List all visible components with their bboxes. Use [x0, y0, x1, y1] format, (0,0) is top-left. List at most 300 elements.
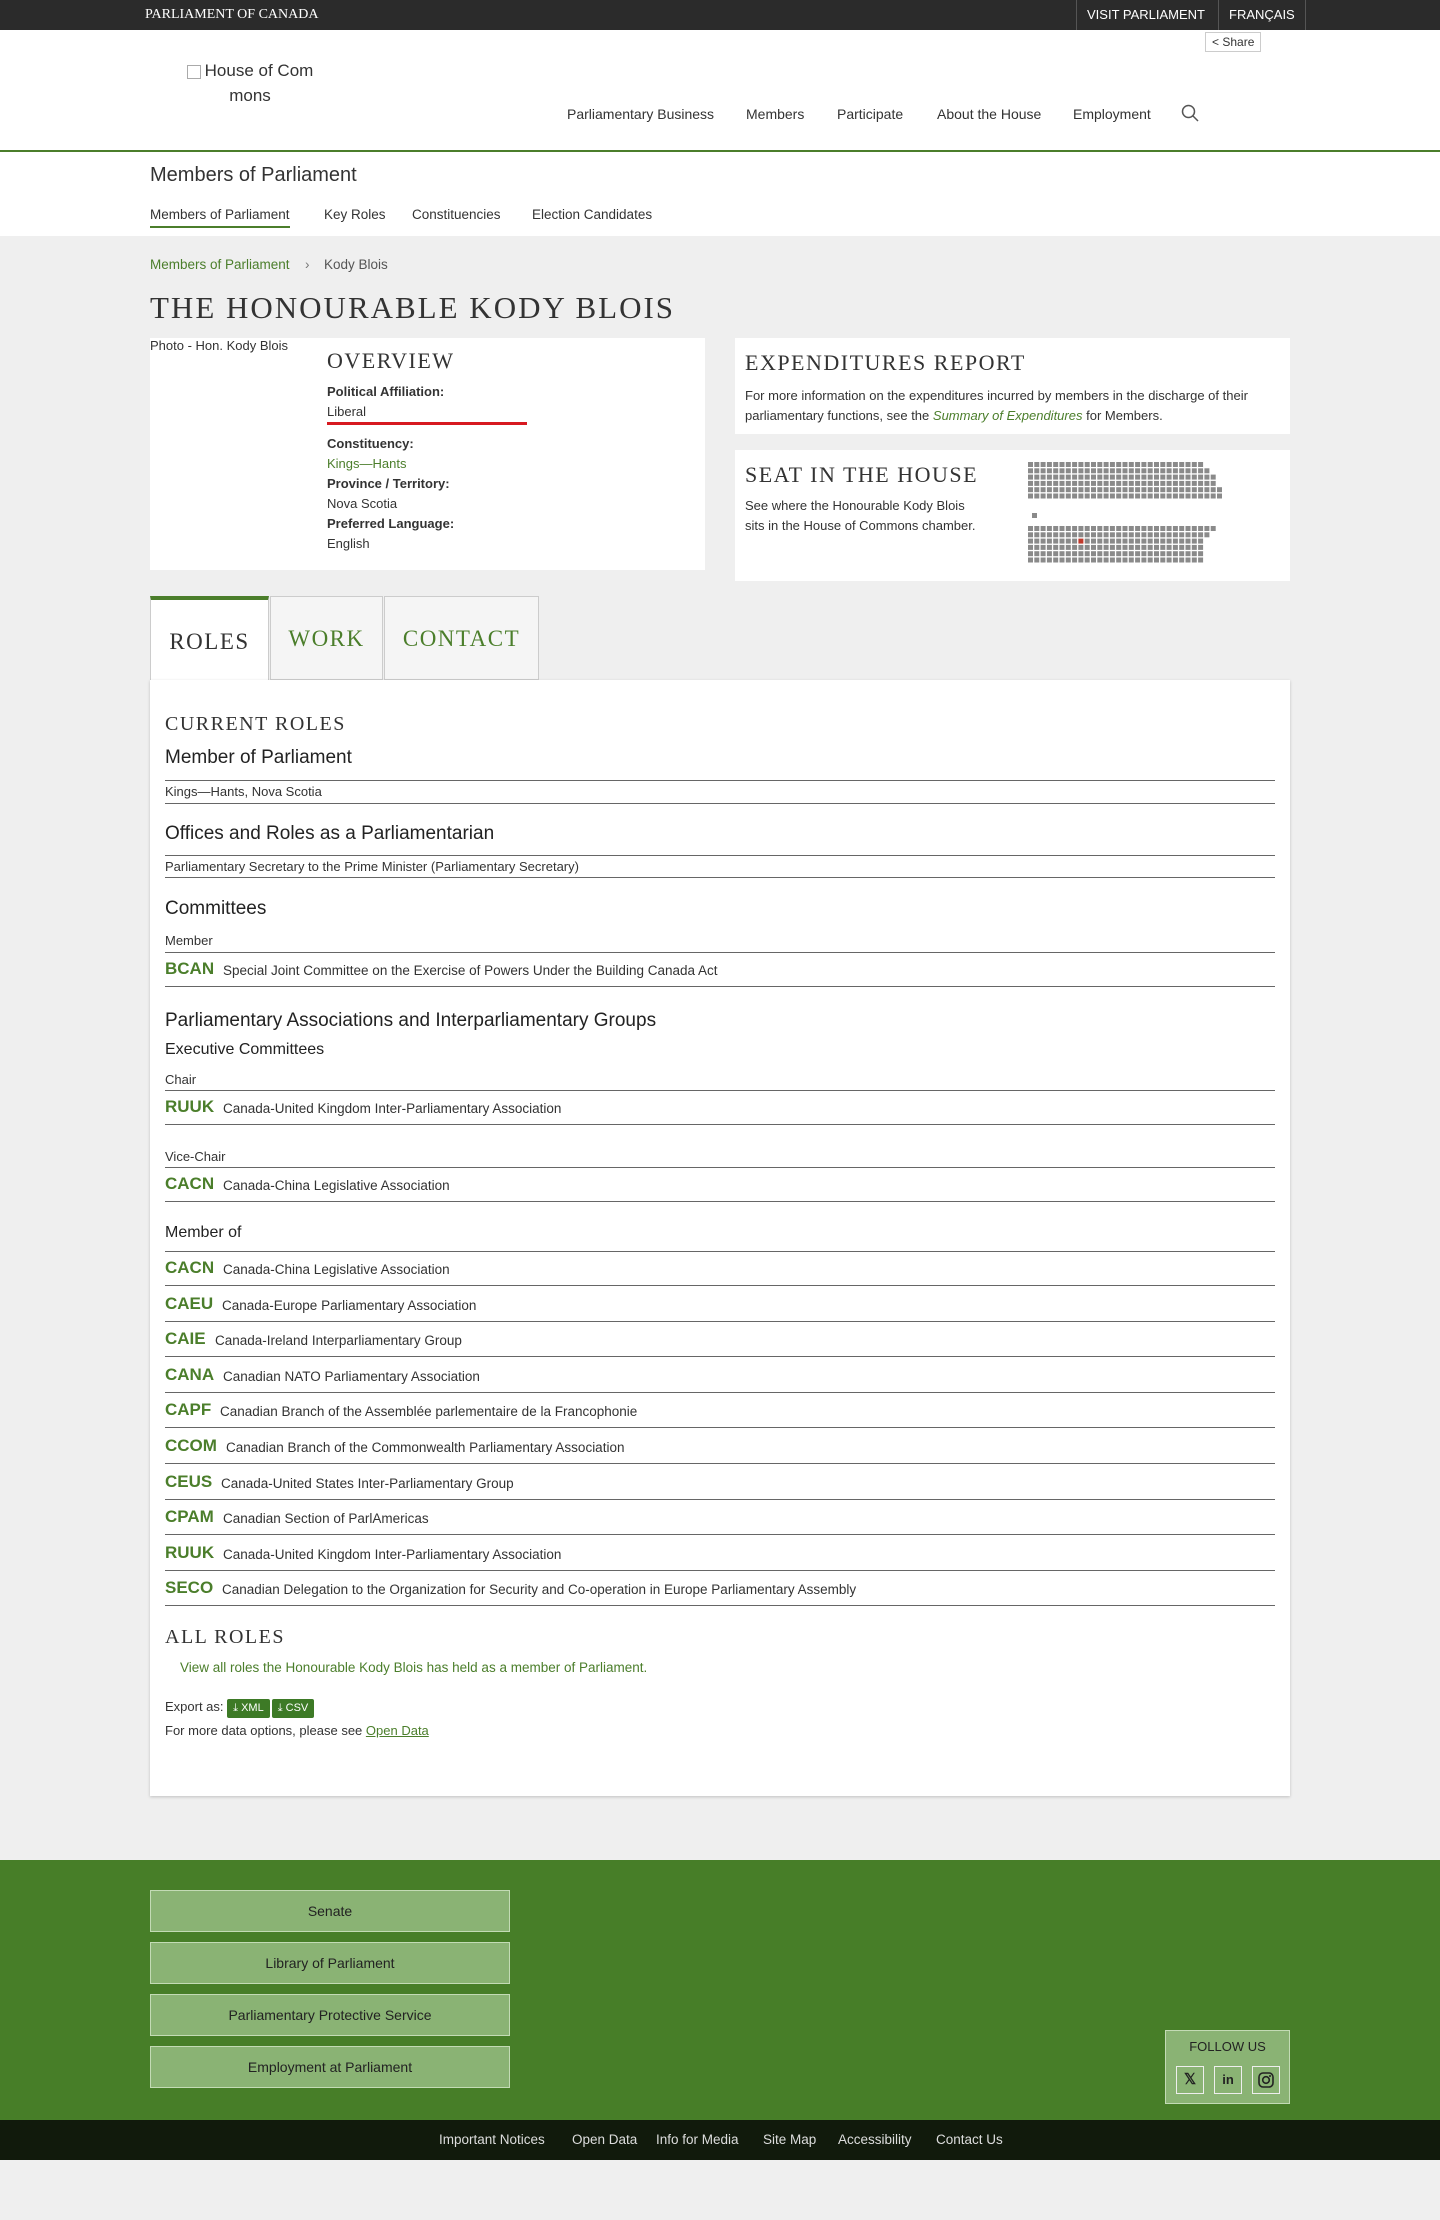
- seat: [1028, 532, 1033, 537]
- seat: [1198, 487, 1203, 492]
- seat: [1072, 545, 1077, 550]
- seat: [1192, 462, 1197, 467]
- seat: [1123, 494, 1128, 499]
- nav-about-the-house[interactable]: About the House: [937, 106, 1042, 122]
- download-icon: ⤓: [233, 1702, 239, 1714]
- seat: [1135, 551, 1140, 556]
- section-header: [0, 152, 1440, 236]
- seat: [1091, 462, 1096, 467]
- member-of-parliament-heading: Member of Parliament: [165, 747, 352, 768]
- seat: [1104, 558, 1109, 563]
- seat: [1192, 487, 1197, 492]
- seat: [1141, 558, 1146, 563]
- more-data-text: [165, 1723, 429, 1738]
- footer-employment-button[interactable]: Employment at Parliament: [150, 2046, 510, 2088]
- seat: [1072, 487, 1077, 492]
- site-map-link[interactable]: Site Map: [763, 2132, 817, 2147]
- member-of-heading: Member of: [165, 1224, 242, 1241]
- seat: [1179, 481, 1184, 486]
- seat: [1104, 545, 1109, 550]
- seat: [1211, 487, 1216, 492]
- language-value: English: [327, 536, 370, 551]
- seat-text: [745, 496, 976, 536]
- association-row[interactable]: [165, 1429, 1275, 1464]
- seat: [1135, 494, 1140, 499]
- seat: [1123, 551, 1128, 556]
- member-seat: [1078, 539, 1083, 544]
- info-for-media-link[interactable]: Info for Media: [656, 2132, 739, 2147]
- share-button[interactable]: [1205, 32, 1261, 52]
- seat: [1047, 526, 1052, 531]
- association-row[interactable]: [165, 1465, 1275, 1500]
- association-row[interactable]: [165, 1536, 1275, 1571]
- seat: [1116, 526, 1121, 531]
- expenditures-text: [745, 386, 1285, 426]
- seat: [1129, 526, 1134, 531]
- export-csv-button[interactable]: [272, 1699, 315, 1718]
- association-abbr[interactable]: CANA: [165, 1364, 215, 1384]
- breadcrumb-current: Kody Blois: [324, 257, 388, 272]
- party-color-bar: [327, 422, 527, 425]
- seat: [1186, 532, 1191, 537]
- associations-heading: Parliamentary Associations and Interparliamentary Groups: [165, 1010, 657, 1031]
- seat: [1123, 481, 1128, 486]
- mp-riding: Kings—Hants, Nova Scotia: [165, 784, 322, 799]
- seat: [1053, 494, 1058, 499]
- view-all-roles-link[interactable]: View all roles the Honourable Kody Blois has held as a member of Parliament.: [180, 1660, 648, 1675]
- seat: [1123, 526, 1128, 531]
- accessibility-link[interactable]: Accessibility: [838, 2132, 912, 2147]
- divider: [165, 780, 1275, 781]
- seat: [1129, 532, 1134, 537]
- seat: [1116, 468, 1121, 473]
- seat: [1173, 526, 1178, 531]
- seat: [1066, 487, 1071, 492]
- seat: [1204, 481, 1209, 486]
- seat: [1091, 539, 1096, 544]
- seat: [1173, 468, 1178, 473]
- seat: [1072, 475, 1077, 480]
- seat: [1179, 494, 1184, 499]
- footer-library-button[interactable]: Library of Parliament: [150, 1942, 510, 1984]
- seat: [1053, 545, 1058, 550]
- seat: [1217, 494, 1222, 499]
- seat: [1173, 558, 1178, 563]
- seat: [1167, 487, 1172, 492]
- seat: [1123, 539, 1128, 544]
- association-row[interactable]: [165, 1322, 1275, 1357]
- seat: [1072, 494, 1077, 499]
- seat: [1186, 494, 1191, 499]
- breadcrumb-members[interactable]: Members of Parliament: [150, 257, 290, 272]
- seat: [1179, 487, 1184, 492]
- seat: [1160, 526, 1165, 531]
- subnav-election-candidates[interactable]: Election Candidates: [532, 207, 653, 222]
- committee-abbr[interactable]: BCAN: [165, 959, 215, 978]
- seat: [1066, 526, 1071, 531]
- seat: [1091, 487, 1096, 492]
- seat: [1097, 481, 1102, 486]
- seat: [1072, 526, 1077, 531]
- seat: [1091, 558, 1096, 563]
- association-name: Canadian Section of ParlAmericas: [223, 1511, 429, 1527]
- association-abbr[interactable]: RUUK: [165, 1542, 215, 1562]
- seat: [1097, 487, 1102, 492]
- association-name: Canadian Delegation to the Organization for Security and Co-operation in Europe Parliamentary Assembly: [222, 1582, 857, 1598]
- divider: [165, 855, 1275, 856]
- constituency-link[interactable]: Kings—Hants: [327, 456, 407, 471]
- seat: [1154, 551, 1159, 556]
- seat: [1129, 462, 1134, 467]
- seat: [1072, 532, 1077, 537]
- seat: [1179, 539, 1184, 544]
- seat: [1091, 545, 1096, 550]
- seat: [1066, 545, 1071, 550]
- language-toggle-link[interactable]: FRANÇAIS: [1218, 0, 1306, 30]
- seat: [1085, 558, 1090, 563]
- seat: [1141, 551, 1146, 556]
- expenditures-text-c: for Members.: [1086, 408, 1163, 423]
- follow-us-box: [1165, 2030, 1290, 2104]
- seat: [1028, 487, 1033, 492]
- linkedin-icon[interactable]: in: [1214, 2066, 1242, 2094]
- seat: [1078, 558, 1083, 563]
- association-abbr[interactable]: CEUS: [165, 1471, 213, 1491]
- tab-contact[interactable]: CONTACT: [384, 596, 539, 680]
- seat: [1198, 481, 1203, 486]
- seat: [1047, 558, 1052, 563]
- association-name: Canada-United States Inter-Parliamentary Group: [221, 1475, 514, 1491]
- seat: [1085, 539, 1090, 544]
- seat: [1097, 551, 1102, 556]
- seat: [1047, 532, 1052, 537]
- association-row[interactable]: [165, 1393, 1275, 1428]
- association-row[interactable]: [165, 1251, 1275, 1286]
- association-row[interactable]: [165, 1167, 1275, 1202]
- search-icon[interactable]: [1181, 104, 1199, 122]
- parliament-brand[interactable]: PARLIAMENT OF CANADA: [145, 7, 319, 22]
- association-abbr[interactable]: CACN: [165, 1258, 215, 1277]
- committee-row[interactable]: [165, 952, 1275, 987]
- seat: [1041, 481, 1046, 486]
- seat: [1085, 526, 1090, 531]
- seat: [1066, 558, 1071, 563]
- seat: [1179, 532, 1184, 537]
- seat: [1085, 462, 1090, 467]
- seat: [1041, 551, 1046, 556]
- divider: [165, 877, 1275, 878]
- seat: [1097, 558, 1102, 563]
- seat: [1204, 475, 1209, 480]
- seat: [1154, 539, 1159, 544]
- divider: [165, 803, 1275, 804]
- instagram-icon[interactable]: [1252, 2066, 1280, 2094]
- association-abbr[interactable]: SECO: [165, 1578, 214, 1598]
- seat: [1173, 487, 1178, 492]
- association-abbr[interactable]: CPAM: [165, 1507, 214, 1527]
- association-name: Canadian Branch of the Commonwealth Parliamentary Association: [226, 1440, 625, 1455]
- association-name: Canadian NATO Parliamentary Association: [223, 1368, 480, 1384]
- association-abbr[interactable]: CCOM: [165, 1436, 217, 1455]
- seat: [1129, 487, 1134, 492]
- nav-participate[interactable]: Participate: [837, 106, 904, 122]
- seat-map[interactable]: [1028, 462, 1258, 570]
- seat: [1148, 539, 1153, 544]
- seat: [1110, 494, 1115, 499]
- seat: [1116, 558, 1121, 563]
- seat: [1123, 475, 1128, 480]
- seat: [1198, 532, 1203, 537]
- overview-heading: OVERVIEW: [327, 348, 455, 373]
- seat: [1173, 539, 1178, 544]
- seat: [1135, 539, 1140, 544]
- association-row[interactable]: [165, 1571, 1275, 1606]
- seat: [1129, 494, 1134, 499]
- seat: [1041, 526, 1046, 531]
- seat: [1123, 462, 1128, 467]
- seat: [1204, 487, 1209, 492]
- seat: [1141, 481, 1146, 486]
- seat: [1154, 526, 1159, 531]
- association-abbr[interactable]: CAEU: [165, 1293, 214, 1313]
- association-name: Canadian Branch of the Assemblée parlementaire de la Francophonie: [220, 1404, 638, 1420]
- seat: [1104, 539, 1109, 544]
- seat: [1135, 558, 1140, 563]
- seat: [1104, 462, 1109, 467]
- seat: [1148, 494, 1153, 499]
- seat: [1034, 539, 1039, 544]
- page-title: THE HONOURABLE KODY BLOIS: [150, 290, 676, 325]
- seat: [1110, 462, 1115, 467]
- seat: [1053, 462, 1058, 467]
- seat: [1041, 462, 1046, 467]
- seat: [1204, 532, 1209, 537]
- footer-protective-service-button[interactable]: Parliamentary Protective Service: [150, 1994, 510, 2036]
- seat: [1192, 526, 1197, 531]
- seat: [1053, 532, 1058, 537]
- seat: [1047, 539, 1052, 544]
- seat: [1097, 539, 1102, 544]
- seat: [1110, 475, 1115, 480]
- seat: [1192, 481, 1197, 486]
- tab-work[interactable]: WORK: [270, 596, 383, 680]
- association-name: Canada-United Kingdom Inter-Parliamentary Association: [223, 1546, 562, 1562]
- seat: [1091, 475, 1096, 480]
- seat: [1104, 468, 1109, 473]
- seat: [1047, 468, 1052, 473]
- offices-heading: Offices and Roles as a Parliamentarian: [165, 823, 495, 844]
- seat: [1053, 481, 1058, 486]
- seat: [1116, 487, 1121, 492]
- seat: [1160, 468, 1165, 473]
- seat: [1104, 532, 1109, 537]
- association-abbr[interactable]: CAIE: [165, 1329, 206, 1349]
- seat: [1053, 475, 1058, 480]
- seat: [1097, 526, 1102, 531]
- visit-parliament-link[interactable]: VISIT PARLIAMENT: [1076, 0, 1215, 30]
- seat: [1141, 462, 1146, 467]
- seat: [1123, 558, 1128, 563]
- seat: [1211, 475, 1216, 480]
- seat: [1034, 532, 1039, 537]
- nav-parliamentary-business[interactable]: Parliamentary Business: [567, 106, 715, 122]
- seat: [1135, 526, 1140, 531]
- executive-committees-heading: Executive Committees: [165, 1041, 325, 1058]
- seat: [1160, 481, 1165, 486]
- open-data-link[interactable]: Open Data: [365, 1723, 429, 1738]
- seat: [1085, 532, 1090, 537]
- contact-us-link[interactable]: Contact Us: [936, 2132, 1003, 2147]
- seat: [1135, 462, 1140, 467]
- seat: [1173, 551, 1178, 556]
- seat: [1097, 532, 1102, 537]
- important-notices-link[interactable]: Important Notices: [439, 2132, 545, 2147]
- house-of-commons-logo[interactable]: [180, 58, 320, 108]
- seat: [1116, 551, 1121, 556]
- seat: [1186, 539, 1191, 544]
- seat: [1141, 539, 1146, 544]
- seat: [1072, 462, 1077, 467]
- association-row[interactable]: [165, 1287, 1275, 1322]
- seat: [1204, 494, 1209, 499]
- association-abbr[interactable]: RUUK: [165, 1097, 215, 1116]
- language-label: Preferred Language:: [327, 516, 455, 531]
- current-roles-heading: CURRENT ROLES: [165, 713, 346, 735]
- seat: [1179, 468, 1184, 473]
- seat: [1053, 558, 1058, 563]
- seat: [1053, 539, 1058, 544]
- seat: [1123, 532, 1128, 537]
- nav-members[interactable]: Members: [746, 106, 805, 122]
- seat: [1104, 481, 1109, 486]
- seat: [1167, 551, 1172, 556]
- seat: [1141, 468, 1146, 473]
- seat: [1028, 481, 1033, 486]
- seat: [1167, 532, 1172, 537]
- association-abbr[interactable]: CACN: [165, 1174, 215, 1193]
- seat: [1198, 494, 1203, 499]
- seat: [1192, 545, 1197, 550]
- seat: [1060, 468, 1065, 473]
- seat: [1129, 558, 1134, 563]
- footer-senate-button[interactable]: Senate: [150, 1890, 510, 1932]
- seat: [1186, 551, 1191, 556]
- subnav-constituencies[interactable]: Constituencies: [412, 207, 501, 222]
- subnav-key-roles[interactable]: Key Roles: [324, 207, 386, 222]
- seat: [1028, 551, 1033, 556]
- seat: [1198, 539, 1203, 544]
- seat: [1160, 558, 1165, 563]
- open-data-footer-link[interactable]: Open Data: [572, 2132, 638, 2147]
- seat: [1116, 539, 1121, 544]
- nav-employment[interactable]: Employment: [1073, 106, 1151, 122]
- seat: [1135, 475, 1140, 480]
- broken-image-icon: [187, 65, 201, 79]
- tab-roles[interactable]: ROLES: [150, 596, 269, 682]
- seat: [1123, 468, 1128, 473]
- seat: [1204, 468, 1209, 473]
- seat: [1041, 539, 1046, 544]
- seat: [1135, 532, 1140, 537]
- seat: [1192, 539, 1197, 544]
- seat: [1034, 558, 1039, 563]
- seat: [1154, 545, 1159, 550]
- seat: [1148, 558, 1153, 563]
- seat: [1053, 468, 1058, 473]
- seat: [1028, 539, 1033, 544]
- seat: [1148, 526, 1153, 531]
- seat: [1179, 558, 1184, 563]
- share-label: Share: [1222, 35, 1255, 49]
- seat: [1047, 545, 1052, 550]
- seat: [1078, 462, 1083, 467]
- seat: [1066, 481, 1071, 486]
- summary-of-expenditures-link[interactable]: Summary of Expenditures: [932, 408, 1083, 423]
- seat: [1167, 545, 1172, 550]
- seat: [1060, 487, 1065, 492]
- vice-chair-label: Vice-Chair: [165, 1149, 226, 1164]
- seat: [1141, 532, 1146, 537]
- seat: [1173, 475, 1178, 480]
- association-row[interactable]: [165, 1358, 1275, 1393]
- seat: [1116, 462, 1121, 467]
- seat: [1129, 551, 1134, 556]
- seat: [1104, 526, 1109, 531]
- site-header: [0, 30, 1440, 152]
- seat: [1091, 468, 1096, 473]
- seat: [1104, 487, 1109, 492]
- seat: [1047, 494, 1052, 499]
- seat: [1110, 558, 1115, 563]
- association-row[interactable]: [165, 1500, 1275, 1535]
- expenditures-heading: EXPENDITURES REPORT: [745, 350, 1026, 375]
- seat: [1060, 558, 1065, 563]
- seat: [1097, 545, 1102, 550]
- seat: [1034, 487, 1039, 492]
- export-xml-label: XML: [241, 1702, 264, 1714]
- seat: [1198, 526, 1203, 531]
- committees-heading: Committees: [165, 898, 267, 919]
- seat: [1192, 532, 1197, 537]
- seat: [1091, 551, 1096, 556]
- seat: [1192, 468, 1197, 473]
- seat: [1066, 551, 1071, 556]
- x-icon[interactable]: 𝕏: [1176, 2066, 1204, 2094]
- seat: [1034, 526, 1039, 531]
- subnav-members-of-parliament[interactable]: Members of Parliament: [150, 207, 290, 228]
- seat: [1192, 494, 1197, 499]
- seat: [1141, 526, 1146, 531]
- seat: [1047, 481, 1052, 486]
- association-row[interactable]: [165, 1090, 1275, 1125]
- seat: [1186, 462, 1191, 467]
- seat: [1173, 494, 1178, 499]
- seat: [1198, 468, 1203, 473]
- seat: [1085, 481, 1090, 486]
- seat: [1110, 487, 1115, 492]
- site-footer: [0, 1860, 1440, 2120]
- seat: [1104, 475, 1109, 480]
- association-abbr[interactable]: CAPF: [165, 1400, 212, 1420]
- seat: [1066, 475, 1071, 480]
- seat-text-b: sits in the House of Commons chamber.: [745, 518, 976, 533]
- seat: [1060, 545, 1065, 550]
- seat: [1028, 558, 1033, 563]
- association-name: Canada-Ireland Interparliamentary Group: [215, 1333, 462, 1349]
- export-xml-button[interactable]: [227, 1699, 270, 1718]
- association-name: Canada-China Legislative Association: [223, 1262, 450, 1277]
- seat: [1091, 481, 1096, 486]
